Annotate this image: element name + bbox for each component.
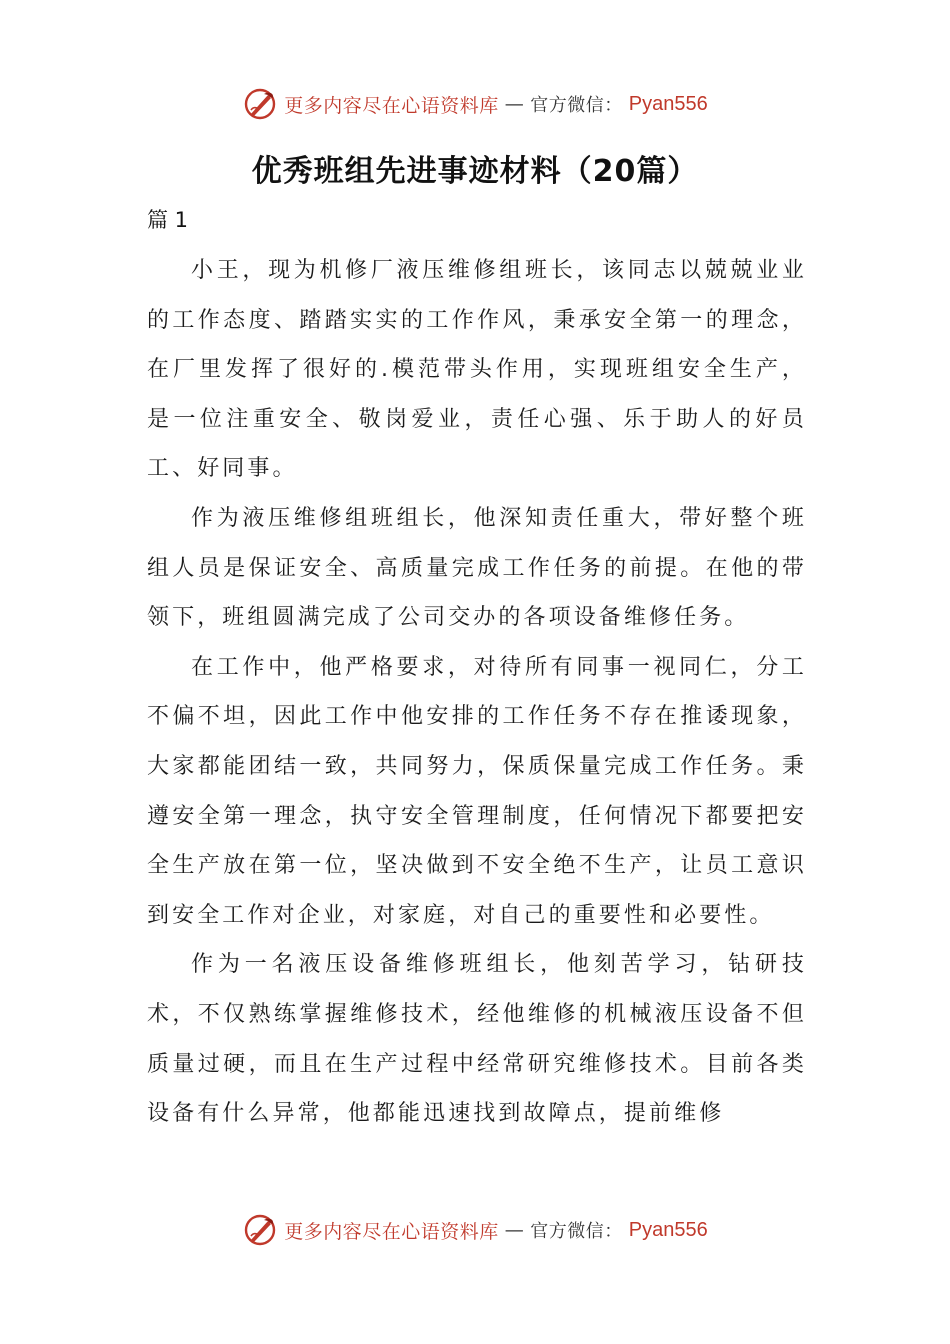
watermark-label: 官方微信： (530, 1221, 623, 1242)
watermark-separator: — (504, 1219, 525, 1241)
quill-logo-icon (242, 86, 278, 122)
paragraph-3: 在工作中，他严格要求，对待所有同事一视同仁，分工不偏不坦，因此工作中他安排的工作任务不存在推诿现象，大家都能团结一致，共同努力，保质保量完成工作任务。秉遵安全第一理念，执守安全管理制度，任何情况下都要把安全生产放在第一位，坚决做到不安全绝不生产，让员工意识到安全工作对企业，对家庭，对自己的重要性和必要性。 (147, 654, 807, 928)
header-watermark (0, 82, 950, 126)
paragraph-4: 作为一名液压设备维修班组长，他刻苦学习，钻研技术，不仅熟练掌握维修技术，经他维修的机械液压设备不但质量过硬，而且在生产过程中经常研究维修技术。目前各类设备有什么异常，他都能迅速找到故障点，提前维修 (147, 952, 807, 1127)
watermark-id: Pyan556 (628, 92, 708, 115)
watermark-label: 官方微信： (530, 95, 623, 116)
document-body (147, 246, 807, 1139)
watermark-brand: 更多内容尽在心语资料库 (284, 1220, 499, 1243)
quill-logo-icon (242, 1212, 278, 1248)
page-title: 优秀班组先进事迹材料（20篇） (251, 154, 699, 189)
watermark-brand: 更多内容尽在心语资料库 (284, 94, 499, 117)
watermark-separator: — (504, 93, 525, 115)
footer-watermark (0, 1208, 950, 1252)
paragraph-1: 小王，现为机修厂液压维修组班长，该同志以兢兢业业的工作态度、踏踏实实的工作作风，秉承安全第一的理念，在厂里发挥了很好的.模范带头作用，实现班组安全生产，是一位注重安全、敬岗爱业，责任心强、乐于助人的好员工、好同事。 (147, 258, 807, 482)
paragraph-2: 作为液压维修组班组长，他深知责任重大，带好整个班组人员是保证安全、高质量完成工作任务的前提。在他的带领下，班组圆满完成了公司交办的各项设备维修任务。 (147, 505, 807, 631)
section-label: 篇 1 (147, 208, 189, 232)
watermark-id: Pyan556 (628, 1218, 708, 1241)
